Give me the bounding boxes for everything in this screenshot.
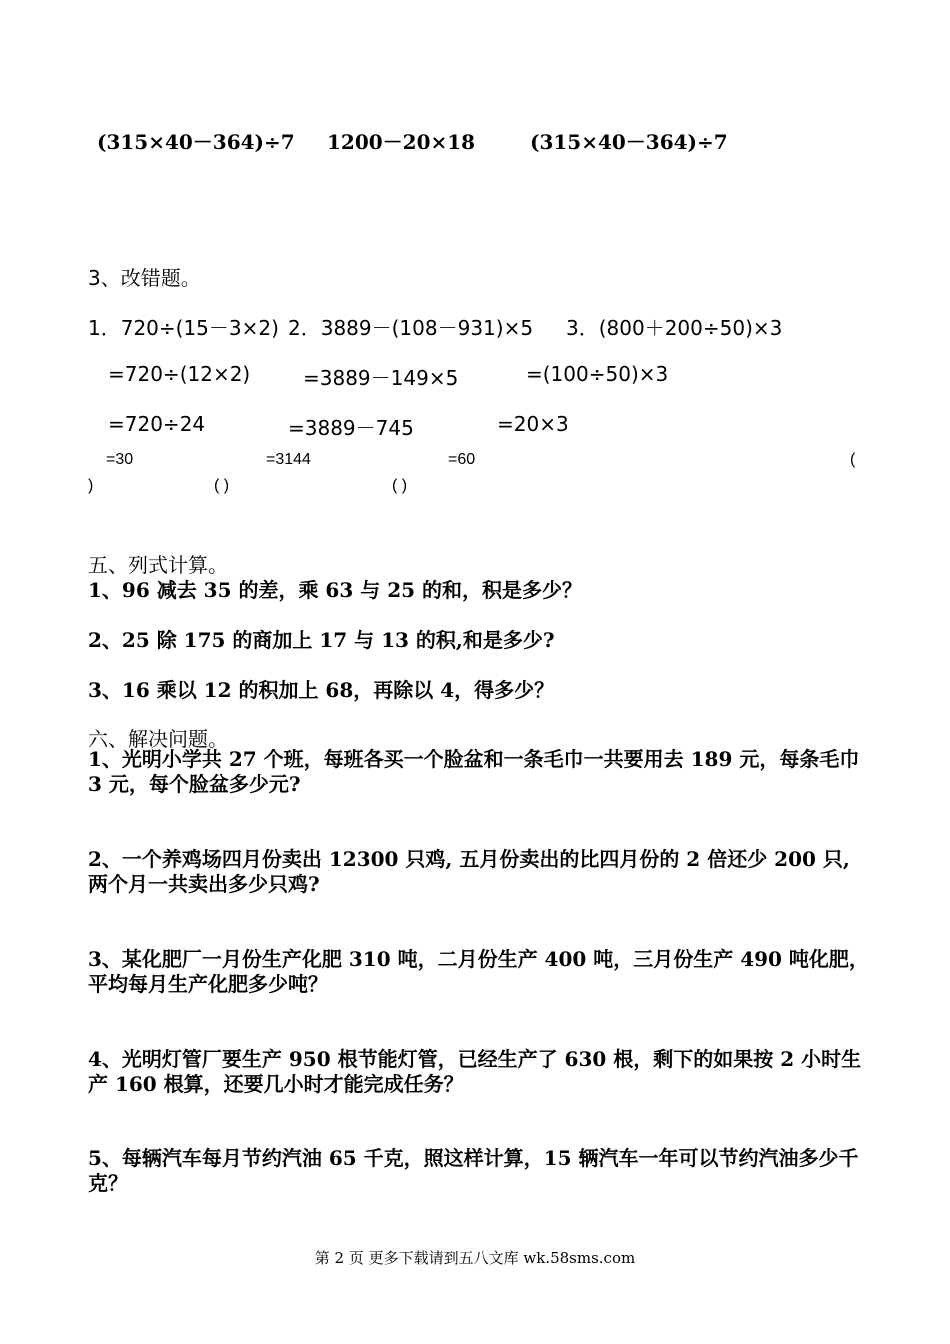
problem-2-line-1: 2．3889－(108－931)×5 xyxy=(288,316,534,340)
expression-2: 1200－20×18 xyxy=(327,130,476,154)
expression-3: (315×40－364)÷7 xyxy=(530,130,728,154)
section5-item-1: 1、96 减去 35 的差，乘 63 与 25 的和，积是多少？ xyxy=(88,578,582,602)
page-footer: 第 2 页 更多下载请到五八文库 wk.58sms.com xyxy=(314,1249,636,1267)
section6-item-1: 1、光明小学共 27 个班，每班各买一个脸盆和一条毛巾一共要用去 189 元，每条毛巾 3 元，每个脸盆多少元? xyxy=(88,747,860,796)
problem-3-line-2: =(100÷50)×3 xyxy=(526,362,669,386)
section6-item-3: 3、某化肥厂一月份生产化肥 310 吨，二月份生产 400 吨，三月份生产 490 吨化肥，平均每月生产化肥多少吨？ xyxy=(88,947,869,996)
section5-title: 五、列式计算。 xyxy=(88,553,228,577)
answer-paren-3: ( ) xyxy=(392,477,408,494)
section5-item-2: 2、25 除 175 的商加上 17 与 13 的积,和是多少? xyxy=(88,628,555,652)
problem-2-line-4: =3144 xyxy=(266,451,311,468)
problem-1-line-1: 1．720÷(15－3×2) xyxy=(88,316,279,340)
problem-1-line-3: =720÷24 xyxy=(108,412,206,436)
answer-paren-close: ) xyxy=(88,477,94,494)
expression-1: (315×40－364)÷7 xyxy=(97,130,295,154)
section6-item-5: 5、每辆汽车每月节约汽油 65 千克，照这样计算，15 辆汽车一年可以节约汽油多少千克？ xyxy=(88,1146,859,1195)
problem-1-line-4: =30 xyxy=(106,451,134,468)
problem-3-line-4: =60 xyxy=(448,451,476,468)
answer-paren-open: ( xyxy=(850,451,856,468)
section6-title: 六、解决问题。 xyxy=(88,727,228,751)
section5-item-3: 3、16 乘以 12 的积加上 68，再除以 4，得多少？ xyxy=(88,678,555,702)
problem-3-line-3: =20×3 xyxy=(497,412,569,436)
section6-item-4: 4、光明灯管厂要生产 950 根节能灯管，已经生产了 630 根，剩下的如果按 2 小时生产 160 根算，还要几小时才能完成任务？ xyxy=(88,1047,862,1096)
section6-item-2: 2、一个养鸡场四月份卖出 12300 只鸡, 五月份卖出的比四月份的 2 倍还少 200 只, 两个月一共卖出多少只鸡? xyxy=(88,847,850,896)
problem-2-line-2: =3889－149×5 xyxy=(303,366,459,390)
section3-title: 3、改错题。 xyxy=(88,266,201,290)
problem-1-line-2: =720÷(12×2) xyxy=(108,362,251,386)
problem-2-line-3: =3889－745 xyxy=(288,416,414,440)
answer-paren-2: ( ) xyxy=(214,477,230,494)
problem-3-line-1: 3．(800＋200÷50)×3 xyxy=(566,316,783,340)
